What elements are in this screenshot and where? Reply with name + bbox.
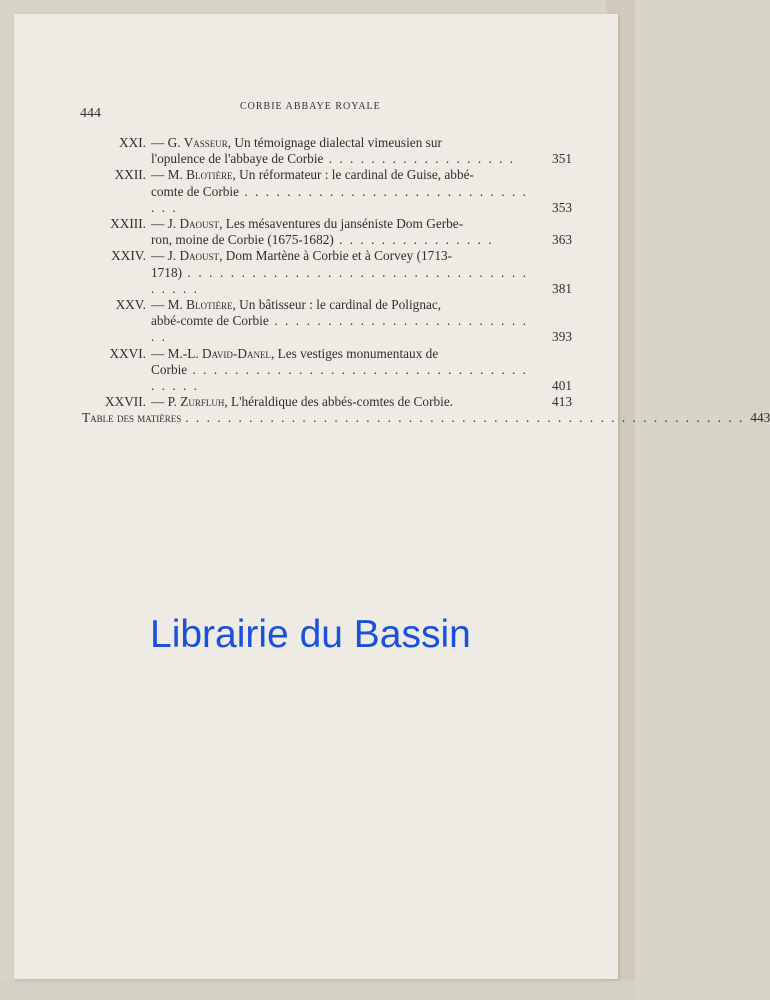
entry-page: 351 [552,151,572,167]
entry-title-line1: , Les mésaventures du janséniste Dom Gerbe- [219,216,464,232]
entry-title-line2: 1718) [151,264,183,280]
entry-dash: — [151,394,165,410]
entry-dash: — [151,216,165,232]
entry-title-line1: , Un réformateur : le cardinal de Guise, abbé- [232,167,474,183]
entry-title-line1: , Les vestiges monumentaux de [270,345,439,361]
entry-title-line2: abbé-comte de Corbie [151,313,269,329]
toc-entry-table [82,410,770,426]
background-strip [0,980,635,1000]
entry-text [151,297,572,346]
table-label: Table des matières [82,410,182,426]
page-number: 444 [80,106,101,121]
entry-author: J. Daoust [167,248,220,264]
toc-entry [82,216,572,248]
entry-text [151,394,572,410]
entry-title-line2: Corbie [151,361,188,377]
entry-number: XXIII. [110,216,146,232]
entry-leader: . . . . . . . . . . . . . . . [333,232,494,248]
entry-text [151,167,572,216]
entry-text [151,248,572,297]
entry-text [151,346,572,395]
entry-title-line1: , L'héraldique des abbés-comtes de Corbie. [224,394,454,410]
entry-page: 413 [552,394,572,410]
entry-dash: — [151,248,165,264]
entry-title-line1: , Un témoignage dialectal vimeusien sur [227,135,442,150]
table-leader: . . . . . . . . . . . . . . . . . . . . . . . . . . . . . . . . . . . . . . . . . . . . . . . . . . . . . [185,410,745,426]
entry-number: XXVII. [105,394,146,410]
entry-title-line2: comte de Corbie [151,183,239,199]
table-page: 443 [750,410,770,426]
entry-number: XXII. [114,167,146,183]
entry-author: G. Vasseur [167,135,228,150]
entry-page: 381 [552,280,572,296]
entry-author: P. Zurfluh [167,394,225,410]
entry-number: XXIV. [111,248,146,264]
entry-leader: . . . . . . . . . . . . . . . . . . . . . . . . . . [151,313,529,345]
entry-leader: . . . . . . . . . . . . . . . . . . . . . . . . . . . . . . . . . . . . . [151,361,528,394]
entry-number: XXI. [119,135,146,150]
entry-title-line2: l'opulence de l'abbaye de Corbie [151,151,324,167]
entry-page: 401 [552,378,572,394]
entry-page: 393 [552,329,572,345]
entry-page: 353 [552,199,572,215]
entry-dash: — [151,135,165,150]
entry-dash: — [151,345,165,361]
entry-leader: . . . . . . . . . . . . . . . . . . [323,151,516,167]
entry-author: M.-L. David-Danel [167,345,271,361]
entry-author: M. Blotière [167,297,233,313]
entry-author: M. Blotière [167,167,233,183]
entry-title-line1: , Un bâtisseur : le cardinal de Polignac, [232,297,442,313]
entry-author: J. Daoust [167,216,220,232]
entry-text [151,216,572,248]
toc-entry [82,346,572,395]
entry-number: XXVI. [109,345,146,361]
toc-entry [82,135,572,167]
table-of-contents [82,135,770,427]
entry-dash: — [151,167,165,183]
entry-dash: — [151,297,165,313]
entry-page: 363 [552,232,572,248]
entry-title-line1: , Dom Martène à Corbie et à Corvey (1713- [219,248,453,264]
toc-entry [82,167,572,216]
watermark-text: Librairie du Bassin [150,613,471,656]
toc-entry [82,297,572,346]
entry-title-line2: ron, moine de Corbie (1675-1682) [151,232,334,248]
entry-number: XXV. [115,297,146,313]
entry-leader: . . . . . . . . . . . . . . . . . . . . . . . . . . . . . . [151,183,528,215]
toc-entry [82,248,572,297]
entry-text [151,135,572,167]
running-head: CORBIE ABBAYE ROYALE [240,101,381,112]
toc-entry [82,394,572,410]
entry-leader: . . . . . . . . . . . . . . . . . . . . . . . . . . . . . . . . . . . . . [151,264,528,296]
